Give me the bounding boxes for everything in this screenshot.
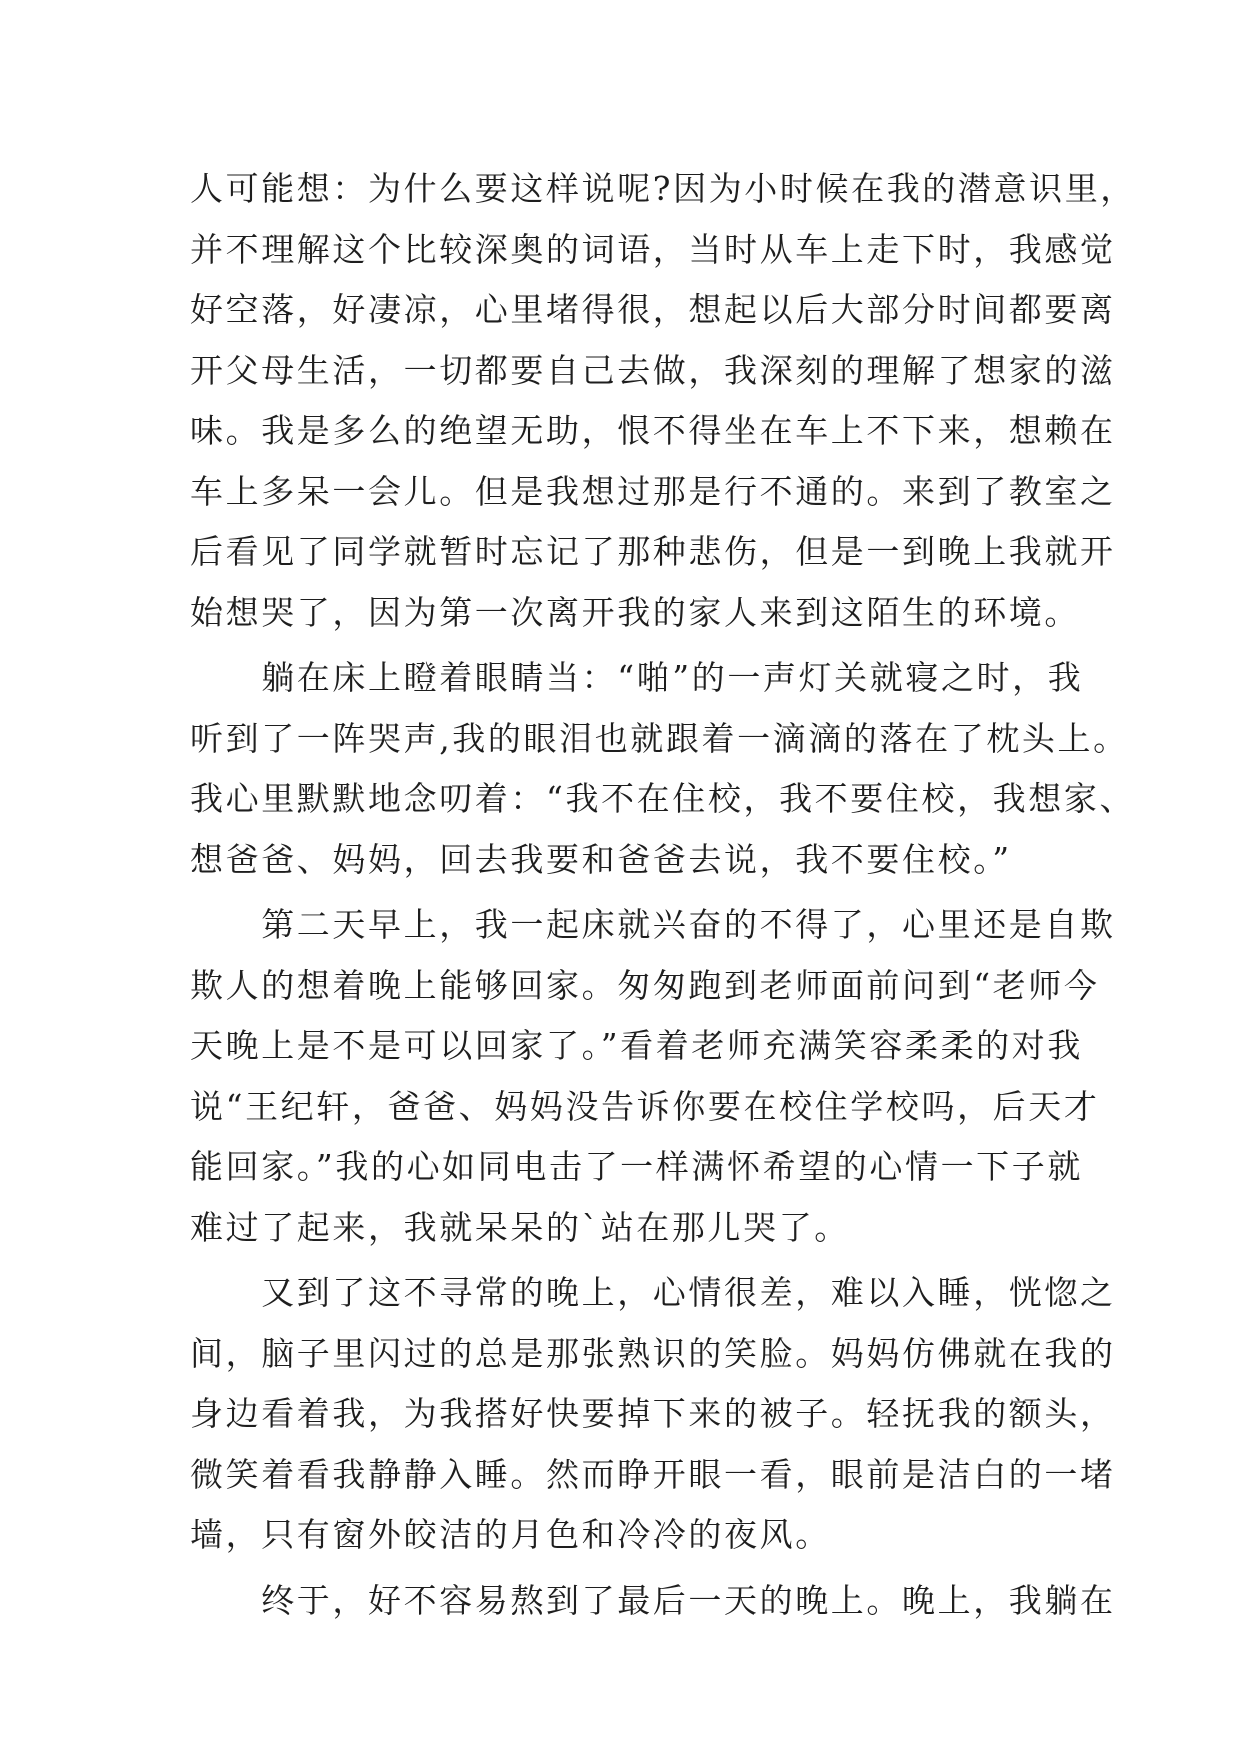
text-line: 墙，只有窗外皎洁的月色和冷冷的夜风。 [190, 1515, 831, 1554]
text-line: 车上多呆一会儿。但是我想过那是行不通的。来到了教室之 [190, 471, 1116, 511]
text-line: 好空落，好凄凉，心里堵得很，想起以后大部分时间都要离 [190, 290, 1116, 329]
paragraph-4 [190, 1263, 1116, 1566]
text-line: 想爸爸、妈妈，回去我要和爸爸去说，我不要住校。” [190, 839, 1012, 879]
text-line: 人可能想：为什么要这样说呢?因为小时候在我的潜意识里， [190, 169, 1136, 208]
text-line: 微笑着看我静静入睡。然而睁开眼一看，眼前是洁白的一堵 [190, 1454, 1116, 1494]
text-line: 并不理解这个比较深奥的词语，当时从车上走下时，我感觉 [190, 229, 1116, 269]
text-line: 欺人的想着晚上能够回家。匆匆跑到老师面前问到“老师今 [190, 965, 1100, 1005]
text-line: 说“王纪轩，爸爸、妈妈没告诉你要在校住学校吗，后天才 [190, 1086, 1100, 1126]
text-line: 天晚上是不是可以回家了。”看着老师充满笑容柔柔的对我 [190, 1026, 1083, 1065]
paragraph-3 [190, 895, 1116, 1258]
text-line: 开父母生活，一切都要自己去做，我深刻的理解了想家的滋 [190, 350, 1116, 390]
text-line: 第二天早上，我一起床就兴奋的不得了，心里还是自欺 [190, 905, 1116, 944]
paragraph-1 [190, 159, 1136, 643]
text-line: 味。我是多么的绝望无助，恨不得坐在车上不下来，想赖在 [190, 411, 1116, 450]
paragraph-2 [190, 648, 1136, 890]
text-line: 难过了起来，我就呆呆的`站在那儿哭了。 [190, 1207, 850, 1247]
text-line: 我心里默默地念叨着：“我不在住校，我不要住校，我想家、 [190, 779, 1136, 818]
text-line: 始想哭了，因为第一次离开我的家人来到这陌生的环境。 [190, 592, 1080, 632]
text-line: 终于，好不容易熬到了最后一天的晚上。晚上，我躺在 [190, 1580, 1116, 1620]
text-line: 听到了一阵哭声,我的眼泪也就跟着一滴滴的落在了枕头上。 [190, 718, 1129, 758]
document-body [190, 159, 1136, 1631]
text-line: 间，脑子里闪过的总是那张熟识的笑脸。妈妈仿佛就在我的 [190, 1333, 1116, 1373]
paragraph-5 [190, 1571, 1116, 1632]
text-line: 后看见了同学就暂时忘记了那种悲伤，但是一到晚上我就开 [190, 532, 1116, 571]
text-line: 能回家。”我的心如同电击了一样满怀希望的心情一下子就 [190, 1147, 1083, 1186]
text-line: 躺在床上瞪着眼睛当：“啪”的一声灯关就寝之时，我 [190, 658, 1084, 697]
text-line: 又到了这不寻常的晚上，心情很差，难以入睡，恍惚之 [190, 1273, 1116, 1312]
text-line: 身边看着我，为我搭好快要掉下来的被子。轻抚我的额头， [190, 1394, 1116, 1433]
